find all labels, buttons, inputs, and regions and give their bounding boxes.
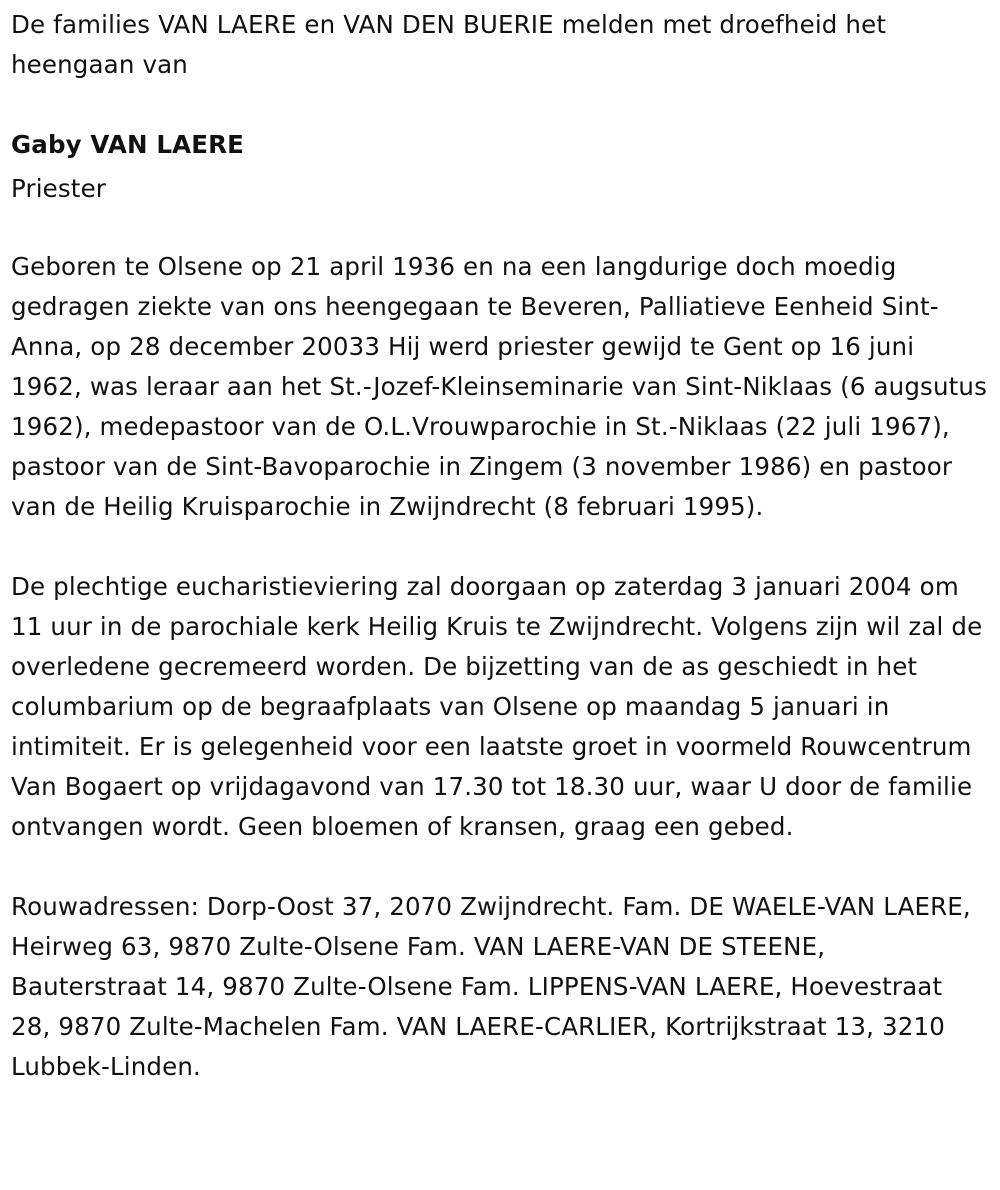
- biography-paragraph: Geboren te Olsene op 21 april 1936 en na een langdurige doch moedig gedragen ziekte van ons heengegaan te Beveren, Palliatieve Eenheid Sint-Anna, op 28 december 20033 Hij werd priester gewijd te Gent op 16 juni 1962, was leraar aan het St.-Jozef-Kleinseminarie van Sint-Niklaas (6 augsutus 1962), medepastoor van de O.L.Vrouwparochie in St.-Niklaas (22 juli 1967), pastoor van de Sint-Bavoparochie in Zingem (3 november 1986) en pastoor van de Heilig Kruisparochie in Zwijndrecht (8 februari 1995).: [11, 252, 987, 521]
- spacer: [11, 209, 988, 247]
- spacer: [11, 527, 988, 567]
- spacer: [11, 85, 988, 123]
- deceased-name: Gaby VAN LAERE: [11, 130, 244, 159]
- ceremony-paragraph: De plechtige eucharistieviering zal doorgaan op zaterdag 3 januari 2004 om 11 uur in de parochiale kerk Heilig Kruis te Zwijndrecht. Volgens zijn wil zal de overledene gecremeerd worden. De bijzetting van de as geschiedt in het columbarium op de begraafplaats van Olsene op maandag 5 januari in intimiteit. Er is gelegenheid voor een laatste groet in voormeld Rouwcentrum Van Bogaert op vrijdagavond van 17.30 tot 18.30 uur, waar U door de familie ontvangen wordt. Geen bloemen of kransen, graag een gebed.: [11, 572, 983, 841]
- deceased-title: Priester: [11, 174, 107, 203]
- addresses-paragraph: Rouwadressen: Dorp-Oost 37, 2070 Zwijndrecht. Fam. DE WAELE-VAN LAERE, Heirweg 63, 9870 Zulte-Olsene Fam. VAN LAERE-VAN DE STEENE, Bauterstraat 14, 9870 Zulte-Olsene Fam. LIPPENS-VAN LAERE, Hoevestraat 28, 9870 Zulte-Machelen Fam. VAN LAERE-CARLIER, Kortrijkstraat 13, 3210 Lubbek-Linden.: [11, 892, 971, 1081]
- spacer: [11, 847, 988, 887]
- intro-paragraph: De families VAN LAERE en VAN DEN BUERIE melden met droefheid het heengaan van: [11, 10, 887, 79]
